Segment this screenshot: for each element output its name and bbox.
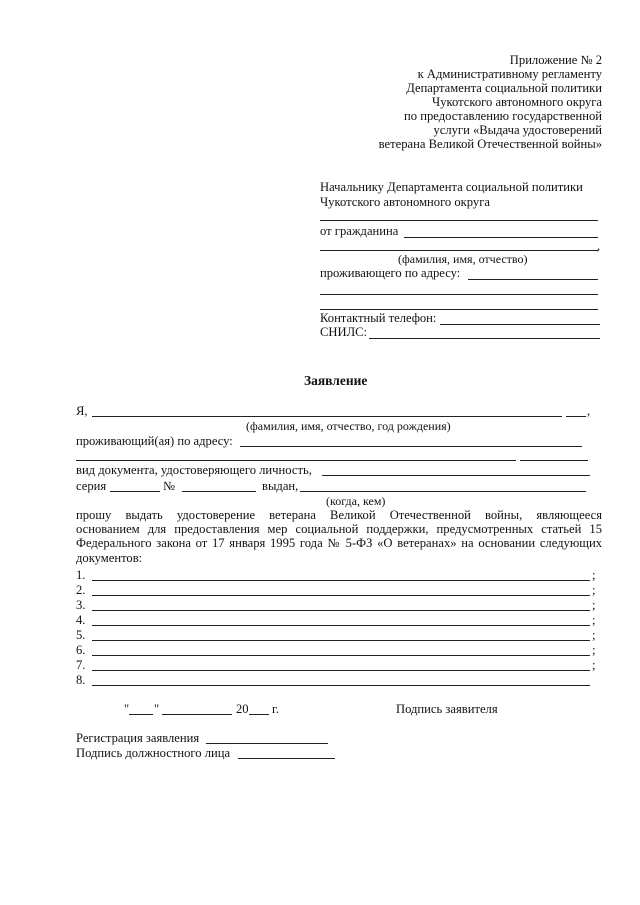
list-item-end: ;	[592, 583, 596, 597]
snils-label: СНИЛС:	[320, 325, 368, 339]
year-suffix: г.	[272, 702, 279, 716]
document-field-1[interactable]	[92, 580, 590, 581]
fio-hint: (фамилия, имя, отчество)	[398, 252, 528, 266]
list-item-end: ;	[592, 598, 596, 612]
registration-label: Регистрация заявления	[76, 731, 200, 745]
document-field-8[interactable]	[92, 685, 590, 686]
applicant-signature-label: Подпись заявителя	[396, 702, 498, 716]
from-citizen-label: от гражданина	[320, 224, 399, 238]
number-label: №	[163, 479, 176, 493]
month-field[interactable]	[162, 714, 232, 715]
document-field-3[interactable]	[92, 610, 590, 611]
id-document-label: вид документа, удостоверяющего личность,	[76, 463, 312, 477]
addressee-line: Чукотского автономного округа	[320, 195, 490, 209]
appendix-line: Департамента социальной политики	[406, 81, 602, 95]
phone-label: Контактный телефон:	[320, 311, 437, 325]
request-paragraph-line: прошу выдать удостоверение ветерана Великой Отечественной войны, являющееся	[76, 508, 602, 522]
residence-label: проживающего по адресу:	[320, 266, 461, 280]
comma: ,	[587, 404, 591, 418]
request-paragraph-line: основанием для предоставления мер социальной поддержки, предусмотренных статьей 15	[76, 522, 602, 536]
list-item-end: ;	[592, 643, 596, 657]
list-item-end: ;	[592, 628, 596, 642]
appendix-line: Чукотского автономного округа	[432, 95, 602, 109]
list-item-number: 2.	[76, 583, 86, 597]
list-item-number: 7.	[76, 658, 86, 672]
appendix-line: ветерана Великой Отечественной войны»	[378, 137, 602, 151]
applicant-address-field-2[interactable]	[76, 460, 516, 461]
document-field-5[interactable]	[92, 640, 590, 641]
day-field[interactable]	[129, 714, 153, 715]
document-field-2[interactable]	[92, 595, 590, 596]
phone-field[interactable]	[440, 324, 600, 325]
applicant-name-field[interactable]	[92, 416, 562, 417]
document-field-7[interactable]	[92, 670, 590, 671]
citizen-name-field[interactable]	[404, 237, 598, 238]
snils-field[interactable]	[369, 338, 600, 339]
document-field-6[interactable]	[92, 655, 590, 656]
residence-address-field[interactable]	[468, 279, 598, 280]
issued-by-field[interactable]	[300, 491, 586, 492]
addressee-blank-field[interactable]	[320, 220, 598, 221]
document-title: Заявление	[304, 373, 368, 388]
appendix-line: услуги «Выдача удостоверений	[433, 123, 602, 137]
series-label: серия	[76, 479, 107, 493]
citizen-name-field-2[interactable]	[320, 250, 598, 251]
series-field[interactable]	[110, 491, 160, 492]
official-signature-label: Подпись должностного лица	[76, 746, 231, 760]
official-signature-field[interactable]	[238, 758, 335, 759]
applicant-address-label: проживающий(ая) по адресу:	[76, 434, 233, 448]
document-field-4[interactable]	[92, 625, 590, 626]
number-field[interactable]	[182, 491, 256, 492]
residence-address-field-2[interactable]	[320, 294, 598, 295]
list-item-end: ;	[592, 658, 596, 672]
list-item-number: 1.	[76, 568, 86, 582]
comma: ,	[597, 239, 601, 253]
addressee-line: Начальнику Департамента социальной политики	[320, 180, 583, 194]
date-open-quote: "	[124, 702, 130, 716]
list-item-number: 4.	[76, 613, 86, 627]
issued-label: выдан,	[262, 479, 299, 493]
year-prefix: 20	[236, 702, 249, 716]
date-close-quote: "	[154, 702, 160, 716]
registration-field[interactable]	[206, 743, 328, 744]
residence-address-field-3[interactable]	[320, 309, 598, 310]
appendix-line: по предоставлению государственной	[404, 109, 602, 123]
list-item-number: 8.	[76, 673, 86, 687]
list-item-end: ;	[592, 613, 596, 627]
appendix-line: к Административному регламенту	[417, 67, 602, 81]
issued-hint: (когда, кем)	[326, 494, 386, 508]
request-paragraph-line: документов:	[76, 551, 143, 565]
list-item-number: 3.	[76, 598, 86, 612]
applicant-address-field-3[interactable]	[520, 460, 588, 461]
request-paragraph-line: Федерального закона от 17 января 1995 года № 5-ФЗ «О ветеранах» на основании следующих	[76, 536, 602, 550]
ya-label: Я,	[76, 404, 88, 418]
applicant-address-field[interactable]	[240, 446, 582, 447]
list-item-end: ;	[592, 568, 596, 582]
year-field[interactable]	[249, 714, 269, 715]
id-document-field[interactable]	[322, 475, 590, 476]
list-item-number: 5.	[76, 628, 86, 642]
list-item-number: 6.	[76, 643, 86, 657]
applicant-fio-hint: (фамилия, имя, отчество, год рождения)	[246, 419, 451, 433]
birth-year-field[interactable]	[566, 416, 586, 417]
appendix-line: Приложение № 2	[509, 53, 602, 67]
